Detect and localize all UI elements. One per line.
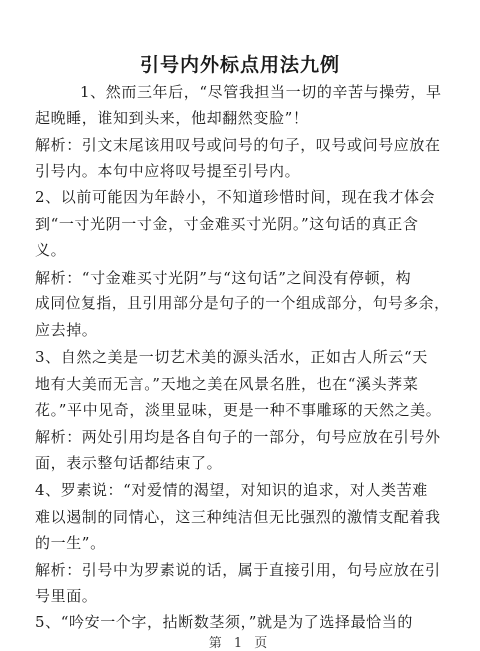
text-line-2: 起晚睡，谁知到头来，他却翻然变脸”！ xyxy=(35,109,309,127)
text-line-14: 解析：两处引用均是各自句子的一部分，句号应放在引号外 xyxy=(35,428,441,446)
text-line-13: 花。”平中见奇，淡里显味，更是一种不事雕琢的天然之美。 xyxy=(35,401,442,419)
text-line-11: 3、自然之美是一切艺术美的源头活水，正如古人所云“天 xyxy=(35,348,428,366)
text-line-15: 面，表示整句话都结束了。 xyxy=(35,454,223,472)
text-line-18: 的一生”。 xyxy=(35,534,106,552)
text-line-6: 到“一寸光阴一寸金，寸金难买寸光阴。”这句话的真正含 xyxy=(35,215,419,233)
text-line-4: 引号内。本句中应将叹号提至引号内。 xyxy=(35,162,301,180)
text-line-10: 应去掉。 xyxy=(35,321,98,339)
text-line-5: 2、以前可能因为年龄小，不知道珍惜时间，现在我才体会 xyxy=(35,188,436,206)
text-line-8: 解析：“寸金难买寸光阴”与“这句话”之间没有停顿，构 xyxy=(35,269,412,287)
text-line-19: 解析：引号中为罗素说的话，属于直接引用，句号应放在引 xyxy=(35,561,441,579)
text-line-21: 5、“吟安一个字，拈断数茎须，”就是为了选择最恰当的 xyxy=(35,613,413,631)
document-title: 引号内外标点用法九例 xyxy=(139,54,340,76)
text-line-9: 成同位复指，且引用部分是句子的一个组成部分，句号多余， xyxy=(35,295,450,312)
text-line-16: 4、罗素说：“对爱情的渴望，对知识的追求，对人类苦难 xyxy=(35,481,428,499)
text-line-20: 号里面。 xyxy=(35,587,98,605)
text-line-3: 解析：引文末尾该用叹号或问号的句子，叹号或问号应放在 xyxy=(35,136,441,154)
page-footer: 第 1 页 xyxy=(208,636,272,651)
text-line-12: 地有大美而无言。”天地之美在风景名胜，也在“溪头荠菜 xyxy=(35,375,419,393)
text-line-1: 1、然而三年后，“尽管我担当一切的辛苦与操劳，早 xyxy=(80,83,442,101)
text-line-17: 难以遏制的同情心，这三种纯洁但无比强烈的激情支配着我 xyxy=(35,508,441,526)
text-line-7: 义。 xyxy=(35,241,67,259)
